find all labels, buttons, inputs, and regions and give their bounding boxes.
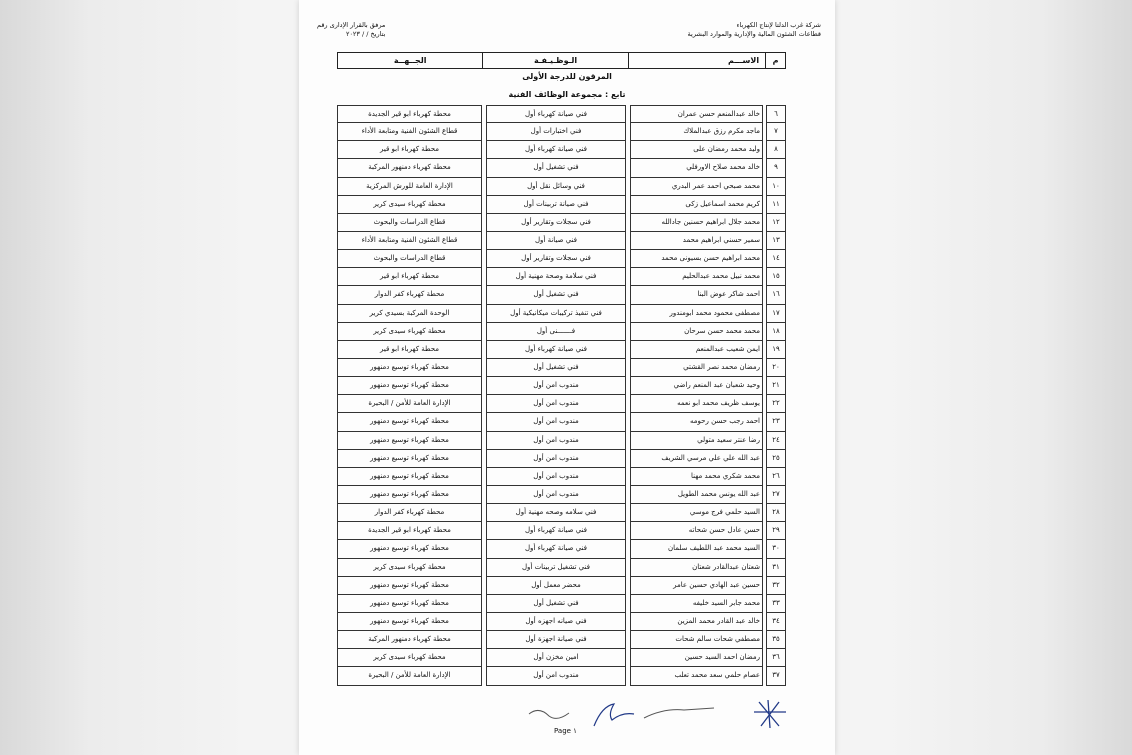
table-row: [337, 486, 786, 504]
employee-name: شعتان عبدالقادر شعتان: [630, 559, 763, 577]
job-title: فني تشغيل أول: [486, 359, 626, 377]
department: محطة كهرباء كفر الدوار: [337, 504, 482, 522]
department: محطة كهرباء توسيع دمنهور: [337, 577, 482, 595]
job-title: مندوب امن أول: [486, 377, 626, 395]
table-row: [337, 413, 786, 431]
department: محطة كهرباء ابو قير: [337, 268, 482, 286]
row-number: ١٧: [766, 305, 786, 323]
employee-name: عبد الله علي علي مرسي الشريف: [630, 450, 763, 468]
job-title: فني صيانة كهرباء أول: [486, 540, 626, 558]
row-number: ١٨: [766, 323, 786, 341]
job-title: فني صيانة أول: [486, 232, 626, 250]
department: محطة كهرباء ابو قير الجديدة: [337, 522, 482, 540]
employee-name: محمد صبحي احمد عمر البدري: [630, 178, 763, 196]
employee-name: السيد محمد عبد اللطيف سلمان: [630, 540, 763, 558]
row-number: ٢٦: [766, 468, 786, 486]
row-number: ٢٨: [766, 504, 786, 522]
job-title: مندوب امن أول: [486, 486, 626, 504]
table-row: [337, 577, 786, 595]
employee-name: خالد عبد القادر محمد المزين: [630, 613, 763, 631]
table-row: [337, 159, 786, 177]
group-title: تابع : مجموعة الوظائف الفنية: [508, 90, 626, 99]
row-number: ٩: [766, 159, 786, 177]
employee-name: محمد ابراهيم حسن بسيونى محمد: [630, 250, 763, 268]
employee-name: مصطفي شحات سالم شحات: [630, 631, 763, 649]
job-title: فني سجلات وتقارير أول: [486, 214, 626, 232]
table-row: [337, 649, 786, 667]
table-row: [337, 232, 786, 250]
row-number: ٣٥: [766, 631, 786, 649]
department: محطة كهرباء توسيع دمنهور: [337, 377, 482, 395]
section-title: المرقون للدرجة الأولى: [522, 72, 612, 81]
row-number: ١٦: [766, 286, 786, 304]
table-row: [337, 323, 786, 341]
employee-name: السيد حلمي فرج موسي: [630, 504, 763, 522]
row-number: ٨: [766, 141, 786, 159]
table-row: [337, 540, 786, 558]
job-title: امين مخزن أول: [486, 649, 626, 667]
employee-name: احمد شاكر عوض البنا: [630, 286, 763, 304]
table-row: [337, 250, 786, 268]
row-number: ١٤: [766, 250, 786, 268]
department: الوحدة المركبة بسيدي كرير: [337, 305, 482, 323]
department: محطة كهرباء سيدى كرير: [337, 649, 482, 667]
job-title: فني تشغيل أول: [486, 286, 626, 304]
row-number: ١٩: [766, 341, 786, 359]
table-row: [337, 631, 786, 649]
employee-name: رمضان محمد نصر القشتي: [630, 359, 763, 377]
job-title: فني صيانة كهرباء أول: [486, 522, 626, 540]
department: قطاع الدراسات والبحوث: [337, 214, 482, 232]
job-title: محضر معمل أول: [486, 577, 626, 595]
department: محطة كهرباء كفر الدوار: [337, 286, 482, 304]
employee-name: وليد محمد رمضان على: [630, 141, 763, 159]
row-number: ٣٣: [766, 595, 786, 613]
job-title: مندوب امن أول: [486, 450, 626, 468]
department: محطة كهرباء دمنهور المركبة: [337, 159, 482, 177]
row-number: ٢٧: [766, 486, 786, 504]
column-header-department: الجــهــة: [393, 56, 427, 65]
org-line-1: شركة غرب الدلتا لإنتاج الكهرباء: [736, 21, 821, 29]
department: محطة كهرباء توسيع دمنهور: [337, 540, 482, 558]
employee-name: احمد رجب حسن رحومه: [630, 413, 763, 431]
document-page: [299, 0, 835, 755]
row-number: ٣٤: [766, 613, 786, 631]
decision-ref-line-1: مرفق بالقرار الإدارى رقم: [317, 21, 386, 29]
job-title: فـــــــنى أول: [486, 323, 626, 341]
org-line-2: قطاعات الشئون المالية والإدارية والموارد البشرية: [687, 30, 821, 38]
employee-name: محمد جابر السيد خليفه: [630, 595, 763, 613]
department: محطة كهرباء توسيع دمنهور: [337, 359, 482, 377]
employee-name: وحيد شعبان عبد المنعم راضي: [630, 377, 763, 395]
table-row: [337, 196, 786, 214]
job-title: فني تشغيل تربينات أول: [486, 559, 626, 577]
employee-name: عبد الله يونس محمد الطويل: [630, 486, 763, 504]
job-title: مندوب امن أول: [486, 395, 626, 413]
table-row: [337, 305, 786, 323]
job-title: فني صيانة اجهزة أول: [486, 631, 626, 649]
table-row: [337, 123, 786, 141]
row-number: ١٢: [766, 214, 786, 232]
table-row: [337, 395, 786, 413]
employee-name: مصطفى محمود محمد ابومندور: [630, 305, 763, 323]
job-title: فني سلامه وصحه مهنية أول: [486, 504, 626, 522]
department: محطة كهرباء توسيع دمنهور: [337, 432, 482, 450]
employee-name: حسين عبد الهادي حسين عامر: [630, 577, 763, 595]
table-row: [337, 268, 786, 286]
table-row: [337, 613, 786, 631]
decision-reference: [317, 21, 385, 39]
department: محطة كهرباء توسيع دمنهور: [337, 613, 482, 631]
department: محطة كهرباء ابو قير: [337, 141, 482, 159]
employee-name: محمد شكري محمد مهنا: [630, 468, 763, 486]
row-number: ٣٠: [766, 540, 786, 558]
job-title: فني وسائل نقل أول: [486, 178, 626, 196]
table-row: [337, 359, 786, 377]
table-row: [337, 341, 786, 359]
employee-name: ماجد مكرم رزق عبدالملاك: [630, 123, 763, 141]
employee-name: رضا عنتر سعيد متولي: [630, 432, 763, 450]
job-title: فني صيانه اجهزه أول: [486, 613, 626, 631]
department: محطة كهرباء دمنهور المركبة: [337, 631, 482, 649]
employee-name: سمير حسني ابراهيم محمد: [630, 232, 763, 250]
row-number: ٢٠: [766, 359, 786, 377]
row-number: ١٥: [766, 268, 786, 286]
row-number: ٢٢: [766, 395, 786, 413]
department: قطاع الشئون الفنية ومتابعة الأداء: [337, 123, 482, 141]
job-title: مندوب امن أول: [486, 468, 626, 486]
department: محطة كهرباء سيدى كرير: [337, 196, 482, 214]
org-header: [688, 21, 821, 39]
department: الإدارة العامة للورش المركزية: [337, 178, 482, 196]
employee-name: ايمن شعيب عبدالمنعم: [630, 341, 763, 359]
table-row: [337, 178, 786, 196]
table-row: [337, 504, 786, 522]
row-number: ١٣: [766, 232, 786, 250]
row-number: ٢٤: [766, 432, 786, 450]
row-number: ١١: [766, 196, 786, 214]
department: محطة كهرباء سيدى كرير: [337, 323, 482, 341]
department: محطة كهرباء توسيع دمنهور: [337, 413, 482, 431]
job-title: مندوب امن أول: [486, 432, 626, 450]
job-title: مندوب امن أول: [486, 667, 626, 685]
employee-name: محمد محمد حسن سرحان: [630, 323, 763, 341]
table-row: [337, 559, 786, 577]
table-row: [337, 141, 786, 159]
job-title: مندوب امن أول: [486, 413, 626, 431]
department: محطة كهرباء ابو قير: [337, 341, 482, 359]
table-row: [337, 522, 786, 540]
employee-name: محمد جلال ابراهيم حسنين جادالله: [630, 214, 763, 232]
table-row: [337, 450, 786, 468]
job-title: فني اختبارات أول: [486, 123, 626, 141]
employee-table: [337, 105, 786, 686]
employee-name: خالد عبدالمنعم حسن عمران: [630, 105, 763, 123]
row-number: ٧: [766, 123, 786, 141]
row-number: ٣١: [766, 559, 786, 577]
column-header-name: الاســـم: [628, 53, 765, 68]
department: محطة كهرباء ابو قير الجديدة: [337, 105, 482, 123]
table-row: [337, 105, 786, 123]
job-title: فني تشغيل أول: [486, 595, 626, 613]
job-title: فني تنفيذ تركيبات ميكانيكية أول: [486, 305, 626, 323]
row-number: ٦: [766, 105, 786, 123]
table-row: [337, 595, 786, 613]
column-header-number: م: [765, 53, 785, 68]
row-number: ١٠: [766, 178, 786, 196]
row-number: ٢٥: [766, 450, 786, 468]
employee-name: حسن عادل حسن شحاته: [630, 522, 763, 540]
table-row: [337, 468, 786, 486]
table-row: [337, 432, 786, 450]
employee-name: كريم محمد اسماعيل زكى: [630, 196, 763, 214]
table-row: [337, 667, 786, 685]
job-title: فني صيانة تربينات أول: [486, 196, 626, 214]
row-number: ٣٧: [766, 667, 786, 685]
department: قطاع الشئون الفنية ومتابعة الأداء: [337, 232, 482, 250]
job-title: فني صيانة كهرباء أول: [486, 341, 626, 359]
row-number: ٢٣: [766, 413, 786, 431]
table-row: [337, 214, 786, 232]
job-title: فني سجلات وتقارير أول: [486, 250, 626, 268]
job-title: فني سلامة وصحة مهنية أول: [486, 268, 626, 286]
department: الإدارة العامة للأمن / البحيرة: [337, 667, 482, 685]
job-title: فني صيانة كهرباء أول: [486, 105, 626, 123]
job-title: فني صيانة كهرباء أول: [486, 141, 626, 159]
employee-name: محمد نبيل محمد عبدالحليم: [630, 268, 763, 286]
job-title: فني تشغيل أول: [486, 159, 626, 177]
row-number: ٢١: [766, 377, 786, 395]
department: محطة كهرباء سيدى كرير: [337, 559, 482, 577]
department: محطة كهرباء توسيع دمنهور: [337, 450, 482, 468]
employee-name: يوسف ظريف محمد ابو نعمه: [630, 395, 763, 413]
decision-ref-line-2: بتاريخ / / ٢٠٢٣: [345, 30, 386, 38]
employee-name: رمضان احمد السيد حسين: [630, 649, 763, 667]
table-row: [337, 377, 786, 395]
department: محطة كهرباء توسيع دمنهور: [337, 468, 482, 486]
column-header-job: الـوظـيـفـة: [482, 53, 627, 68]
department: محطة كهرباء توسيع دمنهور: [337, 595, 482, 613]
employee-name: خالد محمد صلاح الاورفلي: [630, 159, 763, 177]
row-number: ٣٢: [766, 577, 786, 595]
department: محطة كهرباء توسيع دمنهور: [337, 486, 482, 504]
row-number: ٢٩: [766, 522, 786, 540]
row-number: ٣٦: [766, 649, 786, 667]
page-number: Page ١: [554, 727, 577, 735]
department: الإدارة العامة للأمن / البحيرة: [337, 395, 482, 413]
table-header: [337, 52, 786, 69]
department: قطاع الدراسات والبحوث: [337, 250, 482, 268]
table-row: [337, 286, 786, 304]
employee-name: عصام حلمي سعد محمد تعلب: [630, 667, 763, 685]
